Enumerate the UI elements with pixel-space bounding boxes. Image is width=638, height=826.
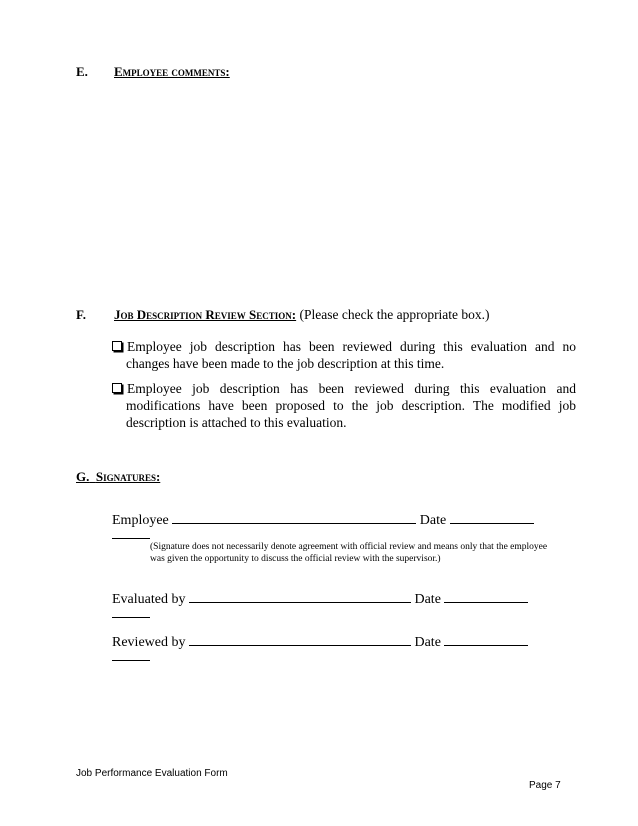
evaluated-by-signature-line[interactable]	[189, 590, 411, 603]
section-g-title: Signatures:	[95, 469, 161, 484]
reviewed-date-line-cont	[112, 648, 150, 661]
section-f-title: Job Description Review Section:	[114, 307, 297, 322]
evaluated-date-label: Date	[414, 592, 441, 607]
footer-form-name: Job Performance Evaluation Form	[76, 768, 228, 779]
employee-signature-row	[112, 511, 534, 529]
employee-date-line-cont	[112, 526, 150, 539]
section-e-letter: E.	[76, 64, 88, 79]
section-f-letter: F.	[76, 307, 86, 322]
reviewed-by-signature-line[interactable]	[189, 633, 411, 646]
employee-label: Employee	[112, 513, 169, 528]
employee-date-line[interactable]	[450, 511, 534, 524]
footer-page-number: Page 7	[529, 780, 561, 791]
job-desc-option-no-changes[interactable]	[112, 338, 576, 372]
evaluated-date-line[interactable]	[444, 590, 528, 603]
employee-signature-line[interactable]	[172, 511, 416, 524]
evaluated-by-row	[112, 590, 528, 608]
section-f-heading	[76, 307, 490, 323]
job-desc-option-modified[interactable]	[112, 380, 576, 431]
reviewed-by-label: Reviewed by	[112, 635, 186, 650]
section-e-heading	[76, 64, 230, 80]
evaluated-by-label: Evaluated by	[112, 592, 186, 607]
reviewed-date-line[interactable]	[444, 633, 528, 646]
option-no-changes-text: Employee job description has been reviewed during this evaluation and no changes have been made to the job description at this time.	[126, 339, 576, 371]
evaluated-date-line-cont	[112, 605, 150, 618]
section-e-title: Employee comments:	[114, 64, 230, 79]
checkbox-no-changes[interactable]	[112, 341, 122, 351]
reviewed-by-row	[112, 633, 528, 651]
signature-note: (Signature does not necessarily denote agreement with official review and means only that the employee was given the opportunity to discuss the official review with the supervisor.)	[150, 542, 548, 564]
option-modified-text: Employee job description has been reviewed during this evaluation and modifications have been proposed to the job description. The modified job description is attached to this evaluation.	[126, 381, 576, 430]
reviewed-date-label: Date	[414, 635, 441, 650]
section-g-heading	[76, 469, 160, 485]
section-f-instruction: (Please check the appropriate box.)	[296, 307, 490, 322]
checkbox-modified[interactable]	[112, 383, 122, 393]
section-g-letter: G.	[76, 469, 90, 484]
employee-date-label: Date	[419, 513, 447, 528]
